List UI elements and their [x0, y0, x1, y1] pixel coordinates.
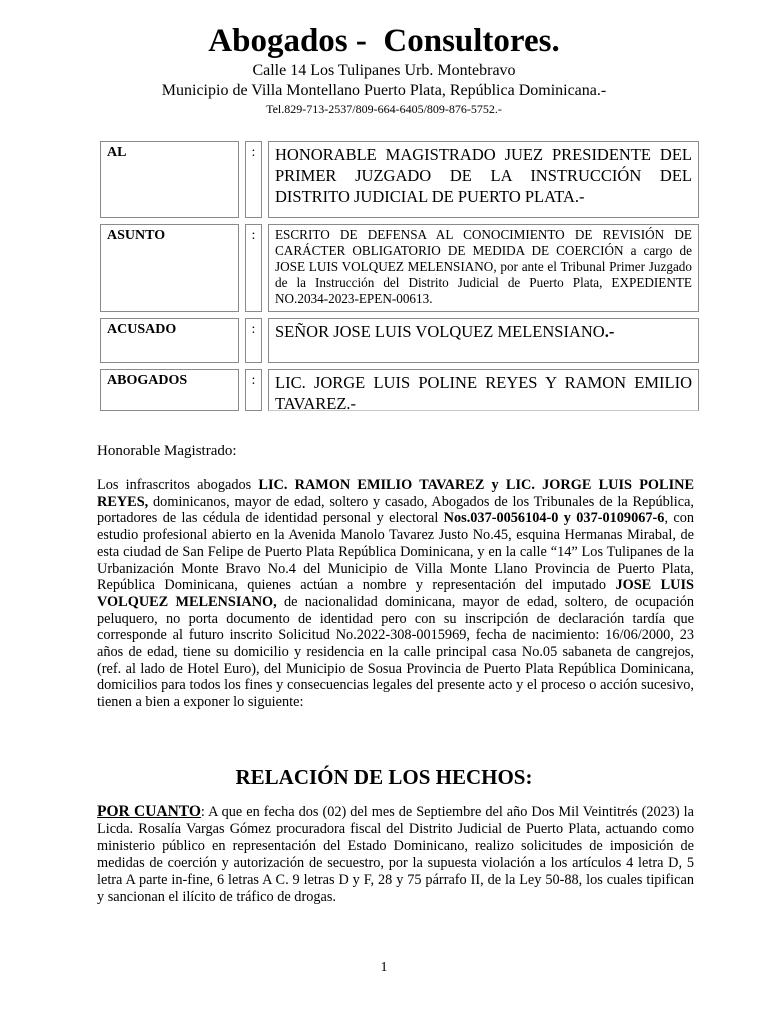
header-row-al — [97, 138, 702, 221]
phone-numbers: Tel.829-713-2537/809-664-6405/809-876-5752.- — [266, 102, 502, 116]
row-value-container — [268, 318, 699, 363]
row-separator: : — [245, 141, 262, 218]
row-label: ASUNTO — [100, 224, 239, 312]
page-number: 1 — [380, 960, 388, 975]
row-value: HONORABLE MAGISTRADO JUEZ PRESIDENTE DEL PRIMER JUZGADO DE LA INSTRUCCIÓN DEL DISTRITO JUDICIAL DE PUERTO PLATA.- — [268, 141, 699, 218]
header-row-asunto — [97, 221, 702, 315]
intro-bold-3: JOSE LUIS VOLQUEZ MELENSIANO, — [97, 577, 694, 610]
intro-paragraph — [97, 477, 694, 711]
row-value: SEÑOR JOSE LUIS VOLQUEZ MELENSIANO — [275, 322, 605, 341]
por-cuanto-paragraph — [97, 803, 694, 906]
row-separator: : — [245, 318, 262, 363]
intro-text-2: dominicanos, mayor de edad, soltero y casado, Abogados de los Tribunales de la República, portadores de las cédula de identidad personal y electoral — [97, 493, 694, 527]
por-cuanto-text: : A que en fecha dos (02) del mes de Septiembre del año Dos Mil Veintitrés (2023) la Licda. Rosalía Vargas Gómez procuradora fiscal del Distrito Judicial de Puerto Plata, actuando como ministerio público en representación del Estado Dominicano, realizo solicitudes de imposición de medidas de coerción y autorización de secuestro, por la supuesta violación a los artículos 4 letra D, 5 letra A parte in-fine, 6 letras A C. 9 letras D y F, 28 y 75 párrafo II, de la Ley 50-88, los cuales tipifican y sancionan el ilícito de tráfico de drogas. — [97, 804, 695, 905]
row-value-suffix: .- — [604, 322, 615, 341]
row-value: LIC. JORGE LUIS POLINE REYES Y RAMON EMILIO TAVAREZ.- — [268, 369, 699, 411]
row-separator: : — [245, 224, 262, 312]
intro-bold-2: Nos.037-0056104-0 y 037-0109067-6 — [443, 510, 665, 527]
salutation: Honorable Magistrado: — [97, 443, 237, 459]
intro-text-1: Los infrascritos abogados — [97, 477, 259, 493]
row-value: ESCRITO DE DEFENSA AL CONOCIMIENTO DE REVISIÓN DE CARÁCTER OBLIGATORIO DE MEDIDA DE COERCIÓN a cargo de JOSE LUIS VOLQUEZ MELENSIANO, por ante el Tribunal Primer Juzgado de la Instrucción del Distrito Judicial de Puerto Plata, EXPEDIENTE NO.2034-2023-EPEN-00613. — [268, 224, 699, 312]
address-line-1: Calle 14 Los Tulipanes Urb. Montebravo — [252, 62, 516, 79]
intro-bold-1: LIC. RAMON EMILIO TAVAREZ y LIC. JORGE LUIS POLINE REYES, — [97, 477, 695, 510]
row-separator: : — [245, 369, 262, 411]
row-label: ACUSADO — [100, 318, 239, 363]
address-line-2: Municipio de Villa Montellano Puerto Plata, República Dominicana.- — [161, 82, 607, 99]
intro-text-4: de nacionalidad dominicana, mayor de edad, soltero, de ocupación peluquero, no porta documento de identidad pero con su inscripción de declaración tardía que corresponde al futuro inscrito Solicitud No.2022-308-0015969, fecha de nacimiento: 16/06/2000, 23 años de edad, tiene su domicilio y residencia en la calle principal casa No.05 sabaneta de cangrejos, (ref. al lado de Hotel Euro), del Municipio de Sosua Provincia de Puerto Plata República Dominicana, domicilios para todos los fines y consecuencias legales del presente acto y el proceso o acción sucesivo, tienen a bien a exponer lo siguiente: — [97, 593, 694, 711]
section-title: RELACIÓN DE LOS HECHOS: — [235, 765, 533, 789]
por-cuanto-label: POR CUANTO — [97, 803, 201, 820]
header-table — [97, 138, 702, 414]
intro-text-3: , con estudio profesional abierto en la Avenida Manolo Tavarez Justo No.45, esquina Hermanas Mirabal, de esta ciudad de San Felipe de Puerto Plata República Dominicana, y en la calle “14” Los Tulipanes de la Urbanización Monte Bravo No.4 del Municipio de Villa Monte Llano Provincia de Puerto Plata, República Dominicana, quienes actúan a nombre y representación del imputado — [97, 510, 695, 594]
row-label: AL — [100, 141, 239, 218]
header-row-acusado — [97, 315, 702, 366]
row-label: ABOGADOS — [100, 369, 239, 411]
firm-name: Abogados - Consultores. — [208, 23, 560, 59]
header-row-abogados — [97, 366, 702, 414]
